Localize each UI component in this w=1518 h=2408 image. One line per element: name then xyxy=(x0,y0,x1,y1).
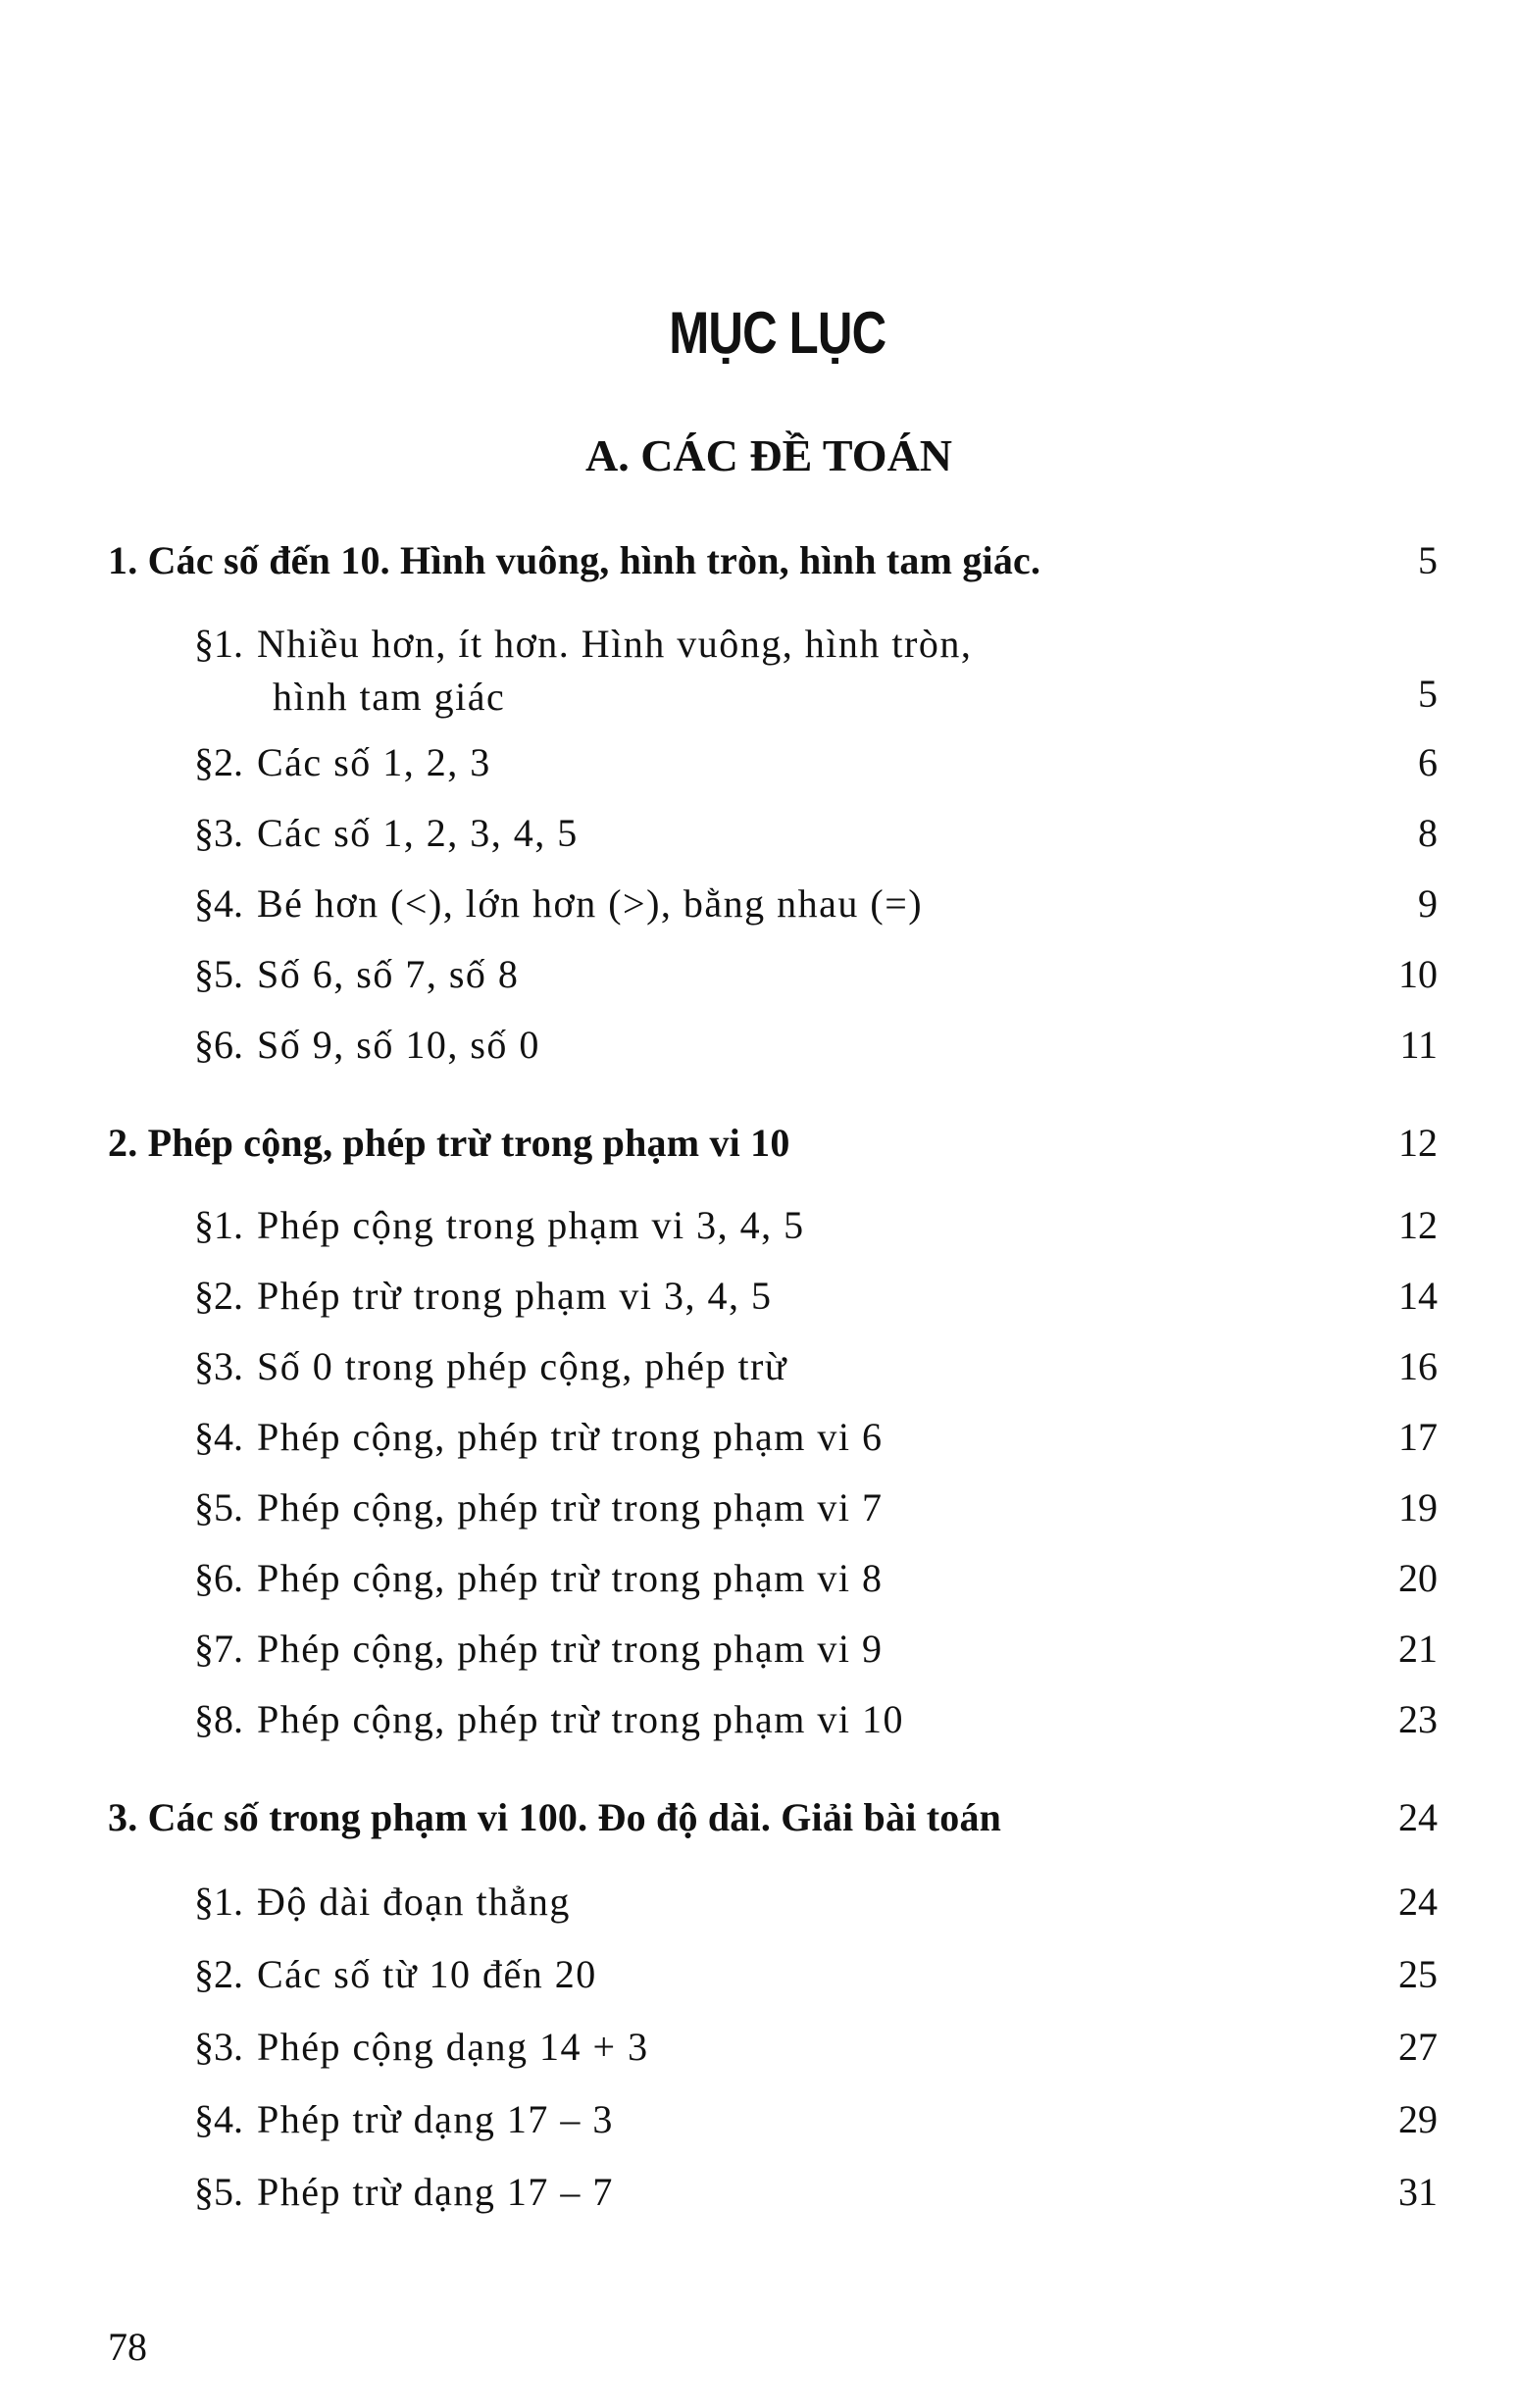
toc-item-3-3[interactable] xyxy=(0,2024,1518,2082)
item-title: §4. Phép trừ dạng 17 – 3 xyxy=(194,2097,614,2141)
toc-item-1-5[interactable] xyxy=(0,951,1518,1010)
item-page-number: 20 xyxy=(1398,1556,1438,1600)
item-page-number: 14 xyxy=(1398,1274,1438,1318)
item-title: §3. Số 0 trong phép cộng, phép trừ xyxy=(194,1344,788,1388)
item-title: §2. Phép trừ trong phạm vi 3, 4, 5 xyxy=(194,1274,773,1318)
toc-item-2-1[interactable] xyxy=(0,1202,1518,1261)
item-page-number: 19 xyxy=(1398,1485,1438,1530)
toc-chapter-3[interactable] xyxy=(0,1794,1518,1853)
page-title: MỤC LỤC xyxy=(669,300,886,366)
item-page-number: 5 xyxy=(1418,672,1438,716)
item-page-number: 12 xyxy=(1398,1203,1438,1247)
item-title: §3. Phép cộng dạng 14 + 3 xyxy=(194,2025,649,2069)
section-header: A. CÁC ĐỀ TOÁN xyxy=(584,430,953,480)
item-page-number: 11 xyxy=(1399,1023,1438,1067)
item-title: §5. Số 6, số 7, số 8 xyxy=(194,952,520,996)
page-number: 78 xyxy=(108,2325,147,2369)
item-page-number: 24 xyxy=(1398,1880,1438,1924)
item-title: §5. Phép trừ dạng 17 – 7 xyxy=(194,2170,614,2214)
toc-item-2-6[interactable] xyxy=(0,1555,1518,1614)
toc-item-1-3[interactable] xyxy=(0,810,1518,869)
item-page-number: 9 xyxy=(1418,881,1438,926)
item-page-number: 25 xyxy=(1398,1952,1438,1996)
toc-item-1-6[interactable] xyxy=(0,1022,1518,1080)
item-title: §8. Phép cộng, phép trừ trong phạm vi 10 xyxy=(194,1697,905,1741)
item-title: §6. Số 9, số 10, số 0 xyxy=(194,1023,540,1067)
toc-item-2-4[interactable] xyxy=(0,1414,1518,1473)
chapter-page-number: 24 xyxy=(1398,1795,1438,1839)
item-page-number: 31 xyxy=(1398,2170,1438,2214)
item-page-number: 27 xyxy=(1398,2025,1438,2069)
toc-item-2-3[interactable] xyxy=(0,1343,1518,1402)
toc-item-1-1[interactable] xyxy=(0,618,1518,726)
chapter-title: 2. Phép cộng, phép trừ trong phạm vi 10 xyxy=(108,1121,790,1165)
item-page-number: 10 xyxy=(1398,952,1438,996)
item-title: §1. Phép cộng trong phạm vi 3, 4, 5 xyxy=(194,1203,805,1247)
item-title: §7. Phép cộng, phép trừ trong phạm vi 9 xyxy=(194,1627,884,1671)
toc-chapter-2[interactable] xyxy=(0,1120,1518,1179)
toc-chapter-1[interactable] xyxy=(0,537,1518,596)
toc-item-3-5[interactable] xyxy=(0,2169,1518,2228)
item-title: §1. Nhiều hơn, ít hơn. Hình vuông, hình tròn, hình tam giác xyxy=(194,622,973,719)
toc-item-2-2[interactable] xyxy=(0,1273,1518,1331)
item-page-number: 16 xyxy=(1398,1344,1438,1388)
item-page-number: 23 xyxy=(1398,1697,1438,1741)
item-title: §5. Phép cộng, phép trừ trong phạm vi 7 xyxy=(194,1485,884,1530)
toc-item-3-4[interactable] xyxy=(0,2096,1518,2155)
chapter-page-number: 5 xyxy=(1418,538,1438,582)
toc-item-1-4[interactable] xyxy=(0,880,1518,939)
toc-item-2-8[interactable] xyxy=(0,1696,1518,1755)
item-title: §2. Các số từ 10 đến 20 xyxy=(194,1952,597,1996)
item-title: §1. Độ dài đoạn thẳng xyxy=(194,1880,571,1924)
item-title: §6. Phép cộng, phép trừ trong phạm vi 8 xyxy=(194,1556,884,1600)
item-title: §4. Bé hơn (<), lớn hơn (>), bằng nhau (=) xyxy=(194,881,924,926)
item-title: §4. Phép cộng, phép trừ trong phạm vi 6 xyxy=(194,1415,884,1459)
item-page-number: 21 xyxy=(1398,1627,1438,1671)
chapter-title: 1. Các số đến 10. Hình vuông, hình tròn, hình tam giác. xyxy=(108,538,1041,582)
toc-item-3-1[interactable] xyxy=(0,1879,1518,1937)
item-title: §2. Các số 1, 2, 3 xyxy=(194,740,491,784)
item-page-number: 8 xyxy=(1418,811,1438,855)
item-page-number: 6 xyxy=(1418,740,1438,784)
chapter-page-number: 12 xyxy=(1398,1121,1438,1165)
toc-item-2-5[interactable] xyxy=(0,1484,1518,1543)
toc-item-1-2[interactable] xyxy=(0,739,1518,798)
chapter-title: 3. Các số trong phạm vi 100. Đo độ dài. Giải bài toán xyxy=(108,1795,1002,1839)
item-page-number: 29 xyxy=(1398,2097,1438,2141)
item-title: §3. Các số 1, 2, 3, 4, 5 xyxy=(194,811,579,855)
toc-item-2-7[interactable] xyxy=(0,1626,1518,1684)
toc-item-3-2[interactable] xyxy=(0,1951,1518,2010)
item-page-number: 17 xyxy=(1398,1415,1438,1459)
